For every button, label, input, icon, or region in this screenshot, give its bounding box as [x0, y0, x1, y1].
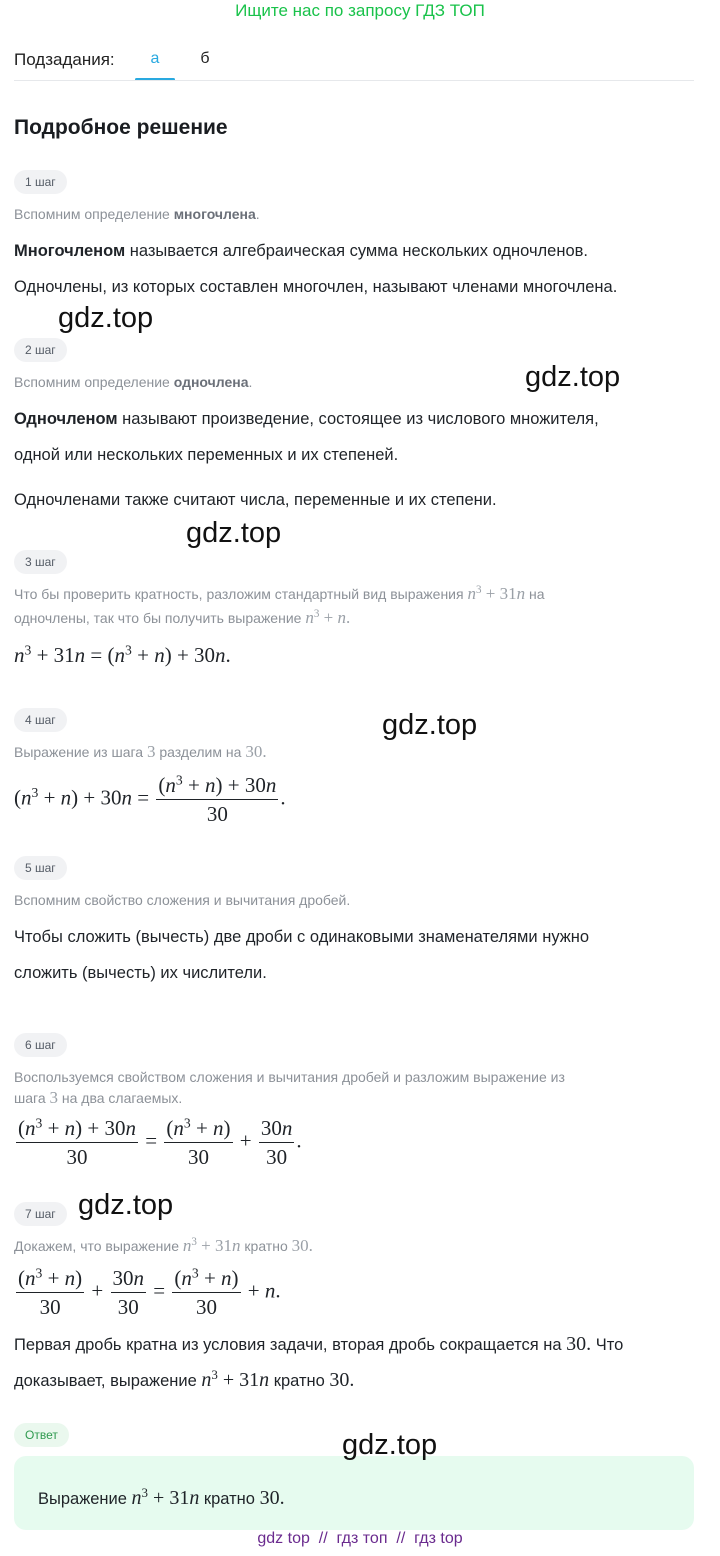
step-text: доказывает, выражение $n^3 + 31n$ кратно 30. [14, 1366, 355, 1391]
watermark: gdz.top [78, 1189, 174, 1221]
step-note: Вспомним определение многочлена. [14, 206, 260, 222]
page-title: Подробное решение [14, 116, 228, 139]
step-text: Одночленом называют произведение, состоящее из числового множителя, [14, 410, 599, 428]
step-badge: 7 шаг [14, 1202, 67, 1226]
watermark: gdz.top [525, 361, 621, 393]
step-badge: 3 шаг [14, 550, 67, 574]
search-hint-banner: Ищите нас по запросу ГДЗ ТОП [235, 1, 485, 20]
step-note: Выражение из шага 3 разделим на 30. [14, 742, 267, 761]
divider [14, 80, 694, 81]
step-text: Первая дробь кратна из условия задачи, вторая дробь сокращается на 30. Что [14, 1333, 624, 1355]
step-text: Одночлены, из которых составлен многочлен, называют членами многочлена. [14, 278, 618, 296]
step-badge: 6 шаг [14, 1033, 67, 1057]
watermark: gdz.top [186, 517, 282, 549]
answer-badge: Ответ [14, 1423, 69, 1447]
formula: $\frac{(n^3 + n)}{30}$ + $\frac{30n}{30}$ = $\frac{(n^3 + n)}{30}$ + n. [18, 1265, 281, 1319]
formula: $\frac{(n^3 + n) + 30n}{30}$ = $\frac{(n^3 + n)}{30}$ + $\frac{30n}{30}$ . [18, 1115, 302, 1169]
step-note: Вспомним определение одночлена. [14, 374, 253, 390]
step-badge: 4 шаг [14, 708, 67, 732]
step-text: одной или нескольких переменных и их степеней. [14, 446, 399, 464]
formula: $n^3 + 31n = (n^3 + n) + 30n$. [14, 642, 231, 667]
watermark: gdz.top [58, 302, 154, 334]
step-badge: 1 шаг [14, 170, 67, 194]
step-note: шага 3 на два слагаемых. [14, 1088, 183, 1107]
tab-subtask-b[interactable]: б [200, 50, 210, 67]
step-badge: 5 шаг [14, 856, 67, 880]
footer-links: gdz top // гдз топ // гдз top [257, 1530, 463, 1547]
watermark: gdz.top [342, 1429, 438, 1461]
subtasks-label: Подзадания: [14, 50, 115, 69]
step-note: Докажем, что выражение $n^3 + 31n$ кратно 30. [14, 1235, 313, 1255]
step-text: Одночленами также считают числа, переменные и их степени. [14, 491, 497, 509]
step-text: сложить (вычесть) их числители. [14, 964, 267, 982]
step-note: Что бы проверить кратность, разложим стандартный вид выражения $n^3 + 31n$ на [14, 583, 545, 603]
step-note: одночлены, так что бы получить выражение $n^3 + n$. [14, 607, 351, 627]
watermark: gdz.top [382, 709, 478, 741]
step-note: Вспомним свойство сложения и вычитания дробей. [14, 892, 351, 908]
formula: $(n^3 + n) + 30n$ = $\frac{(n^3 + n) + 30n}{30}$ . [14, 772, 286, 826]
step-badge: 2 шаг [14, 338, 67, 362]
answer-text: Выражение $n^3 + 31n$ кратно 30. [38, 1484, 285, 1509]
step-note: Воспользуемся свойством сложения и вычитания дробей и разложим выражение из [14, 1069, 565, 1085]
step-text: Многочленом называется алгебраическая сумма нескольких одночленов. [14, 242, 589, 260]
step-text: Чтобы сложить (вычесть) две дроби с одинаковыми знаменателями нужно [14, 928, 590, 946]
tab-subtask-a[interactable]: а [150, 50, 160, 67]
